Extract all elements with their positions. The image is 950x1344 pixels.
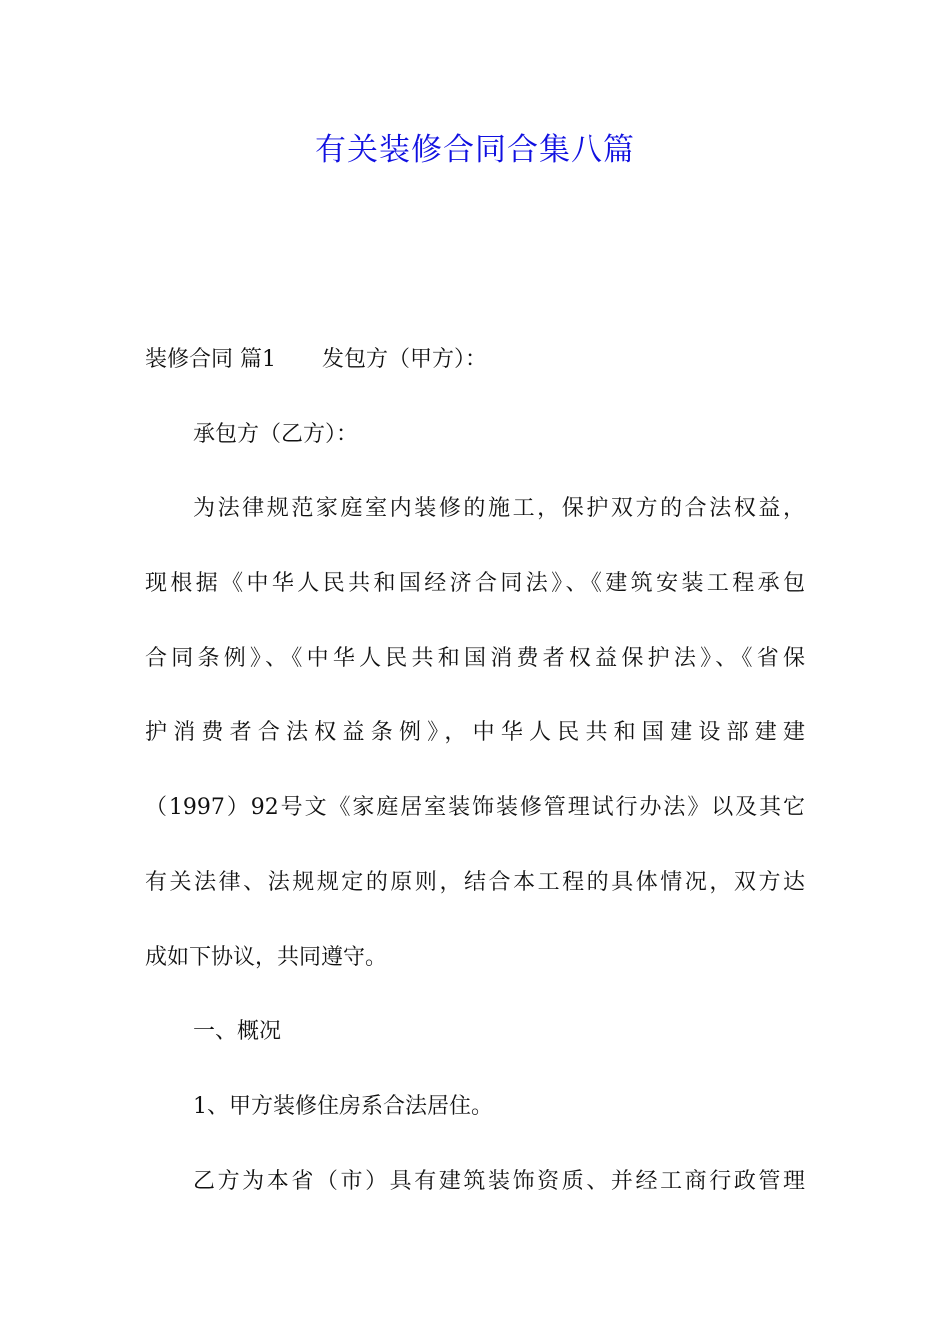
body-line-12: 乙方为本省（市）具有建筑装饰资质、并经工商行政管理: [193, 1169, 805, 1194]
body-line-6: 护消费者合法权益条例》，中华人民共和国建设部建建: [145, 720, 805, 745]
body-line-4: 现根据《中华人民共和国经济合同法》、《建筑安装工程承包: [145, 571, 805, 596]
party-a-label: 发包方（甲方）：: [322, 347, 488, 372]
body-line-5: 合同条例》、《中华人民共和国消费者权益保护法》、《省保: [145, 646, 805, 671]
body-line-7: （1997）92号文《家庭居室装饰装修管理试行办法》以及其它: [145, 795, 805, 820]
body-line-10: 一、概况: [193, 1019, 282, 1044]
document-title: 有关装修合同合集八篇: [315, 132, 635, 168]
body-line-2: 承包方（乙方）：: [193, 422, 359, 447]
section-heading: 装修合同 篇1: [145, 347, 276, 372]
body-line-8: 有关法律、法规规定的原则，结合本工程的具体情况，双方达: [145, 870, 805, 895]
body-line-9: 成如下协议，共同遵守。: [145, 945, 388, 970]
body-line-3: 为法律规范家庭室内装修的施工，保护双方的合法权益，: [193, 496, 805, 521]
body-line-11: 1、甲方装修住房系合法居住。: [193, 1094, 493, 1119]
body-line-1: [145, 345, 805, 375]
